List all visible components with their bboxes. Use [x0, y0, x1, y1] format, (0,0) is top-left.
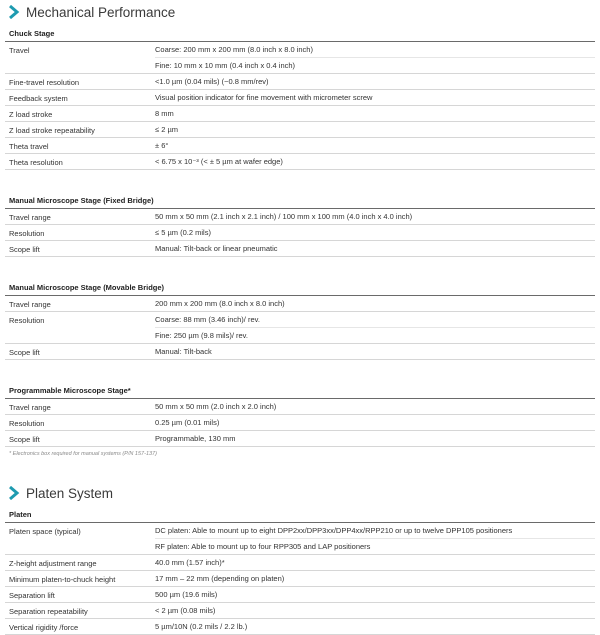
spec-row — [5, 241, 595, 257]
chevron-right-icon — [8, 486, 20, 500]
spec-row — [5, 555, 595, 571]
group-heading: Manual Microscope Stage (Movable Bridge) — [5, 281, 595, 296]
spec-value: 17 mm – 22 mm (depending on platen) — [155, 574, 285, 583]
spec-value: ± 6° — [155, 141, 169, 150]
spec-value: Coarse: 200 mm x 200 mm (8.0 inch x 8.0 inch) — [155, 45, 313, 54]
spec-label: Z load stroke repeatability — [9, 126, 95, 135]
spec-value: 200 mm x 200 mm (8.0 inch x 8.0 inch) — [155, 299, 285, 308]
spec-value: RF platen: Able to mount up to four RPP305 and LAP positioners — [155, 538, 595, 554]
spec-label: Fine-travel resolution — [9, 78, 80, 87]
spec-row — [5, 344, 595, 360]
spec-sheet — [0, 1, 600, 632]
footnote: * Electronics box required for manual systems (P/N 157-137) — [9, 451, 157, 457]
spec-row — [5, 122, 595, 138]
spec-label: Resolution — [9, 316, 45, 325]
section-title-mechanical — [5, 1, 595, 23]
spec-value: Fine: 10 mm x 10 mm (0.4 inch x 0.4 inch) — [155, 57, 595, 73]
spec-value: < 2 µm (0.08 mils) — [155, 606, 216, 615]
spec-value: Manual: Tilt-back — [155, 347, 212, 356]
spec-value: Fine: 250 µm (9.8 mils)/ rev. — [155, 327, 595, 343]
spec-value: 5 µm/10N (0.2 mils / 2.2 lb.) — [155, 622, 248, 631]
spec-row — [5, 225, 595, 241]
spec-label: Vertical rigidity /force — [9, 623, 79, 632]
group-heading: Programmable Microscope Stage* — [5, 384, 595, 399]
spec-row — [5, 603, 595, 619]
spec-row — [5, 431, 595, 447]
spec-row — [5, 415, 595, 431]
spec-label: Scope lift — [9, 435, 40, 444]
spec-row — [5, 209, 595, 225]
spec-value: Visual position indicator for fine movement with micrometer screw — [155, 93, 373, 102]
spec-label: Theta travel — [9, 142, 49, 151]
spec-value: 50 mm x 50 mm (2.0 inch x 2.0 inch) — [155, 402, 277, 411]
spec-label: Minimum platen-to-chuck height — [9, 575, 116, 584]
spec-label: Z load stroke — [9, 110, 53, 119]
spec-row — [5, 296, 595, 312]
spec-value: Programmable, 130 mm — [155, 434, 236, 443]
spec-label: Feedback system — [9, 94, 68, 103]
spec-value: < 6.75 x 10⁻³ (< ± 5 µm at wafer edge) — [155, 157, 283, 166]
spec-row — [5, 42, 595, 74]
spec-row — [5, 619, 595, 635]
spec-label: Z-height adjustment range — [9, 559, 97, 568]
group-heading: Manual Microscope Stage (Fixed Bridge) — [5, 194, 595, 209]
spec-value: Manual: Tilt-back or linear pneumatic — [155, 244, 278, 253]
spec-label: Travel range — [9, 403, 51, 412]
spec-value: <1.0 µm (0.04 mils) (~0.8 mm/rev) — [155, 77, 269, 86]
spec-value: DC platen: Able to mount up to eight DPP2xx/DPP3xx/DPP4xx/RPP210 or up to twelve DPP105 positioners — [155, 526, 513, 535]
spec-row — [5, 399, 595, 415]
chevron-right-icon — [8, 5, 20, 19]
section-title-text: Platen System — [26, 485, 114, 501]
spec-row — [5, 312, 595, 344]
group-heading: Platen — [5, 508, 595, 523]
spec-value: Coarse: 88 mm (3.46 inch)/ rev. — [155, 315, 260, 324]
spec-value: 50 mm x 50 mm (2.1 inch x 2.1 inch) / 100 mm x 100 mm (4.0 inch x 4.0 inch) — [155, 212, 413, 221]
spec-row — [5, 154, 595, 170]
spec-row — [5, 74, 595, 90]
spec-label: Travel range — [9, 300, 51, 309]
spec-row — [5, 138, 595, 154]
spec-value: 40.0 mm (1.57 inch)* — [155, 558, 225, 567]
spec-label: Separation repeatability — [9, 607, 88, 616]
spec-label: Separation lift — [9, 591, 55, 600]
spec-row — [5, 571, 595, 587]
spec-label: Resolution — [9, 419, 45, 428]
group-heading: Chuck Stage — [5, 27, 595, 42]
spec-label: Platen space (typical) — [9, 527, 81, 536]
spec-label: Scope lift — [9, 245, 40, 254]
spec-value: ≤ 5 µm (0.2 mils) — [155, 228, 211, 237]
spec-label: Travel — [9, 46, 30, 55]
spec-label: Scope lift — [9, 348, 40, 357]
spec-value: 0.25 µm (0.01 mils) — [155, 418, 220, 427]
spec-label: Theta resolution — [9, 158, 63, 167]
section-title-platen — [5, 482, 595, 504]
section-title-text: Mechanical Performance — [26, 4, 176, 20]
spec-row — [5, 523, 595, 555]
spec-label: Travel range — [9, 213, 51, 222]
spec-value: 500 µm (19.6 mils) — [155, 590, 218, 599]
spec-row — [5, 106, 595, 122]
spec-value: 8 mm — [155, 109, 174, 118]
spec-value: ≤ 2 µm — [155, 125, 179, 134]
spec-row — [5, 90, 595, 106]
spec-label: Resolution — [9, 229, 45, 238]
